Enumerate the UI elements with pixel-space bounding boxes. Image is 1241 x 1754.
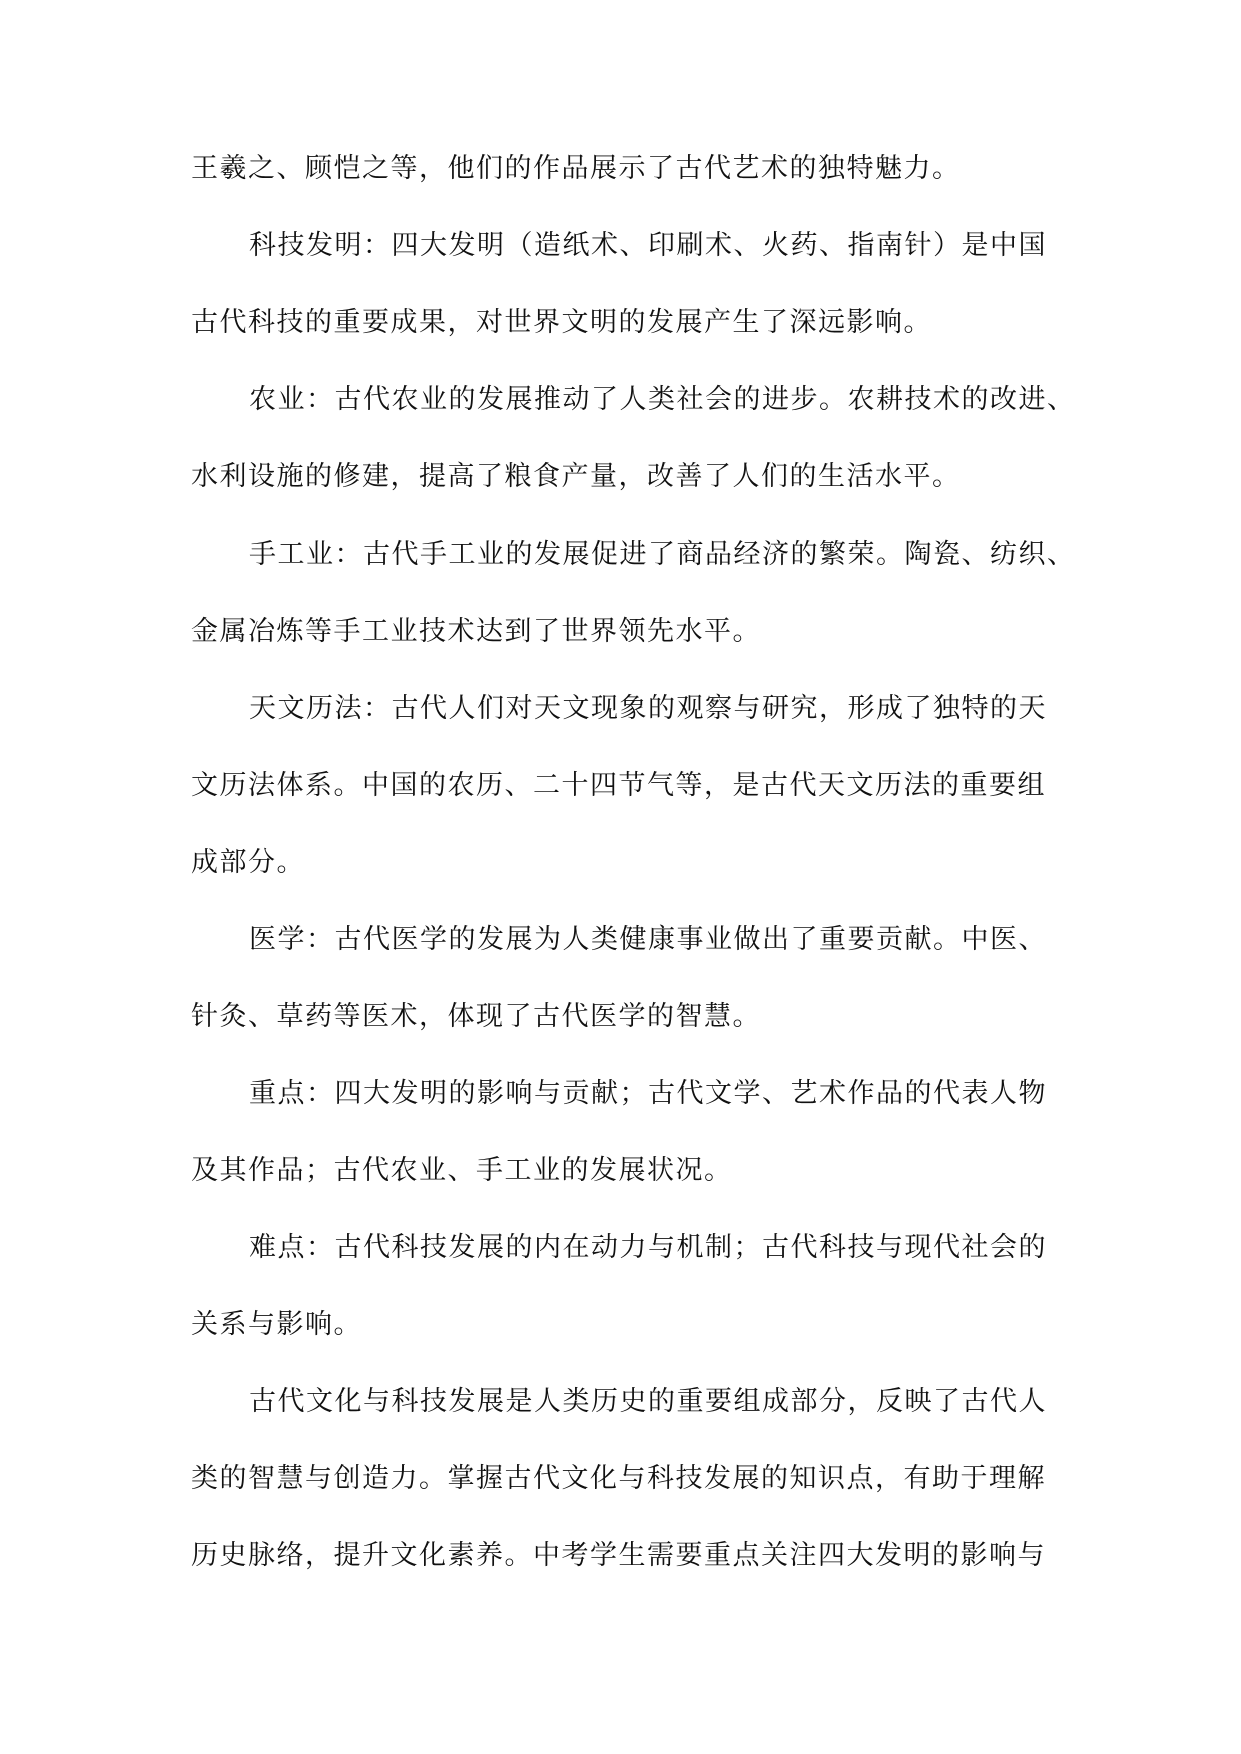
text-line: 文历法体系。中国的农历、二十四节气等，是古代天文历法的重要组 <box>191 770 1046 801</box>
text-line: 历史脉络，提升文化素养。中考学生需要重点关注四大发明的影响与 <box>191 1540 1046 1571</box>
text-line: 医学：古代医学的发展为人类健康事业做出了重要贡献。中医、 <box>249 924 1047 955</box>
text-line: 金属冶炼等手工业技术达到了世界领先水平。 <box>191 616 761 647</box>
text-line: 王羲之、顾恺之等，他们的作品展示了古代艺术的独特魅力。 <box>191 153 961 184</box>
text-line: 古代科技的重要成果，对世界文明的发展产生了深远影响。 <box>191 307 932 338</box>
text-line: 科技发明：四大发明（造纸术、印刷术、火药、指南针）是中国 <box>249 230 1047 261</box>
text-line: 水利设施的修建，提高了粮食产量，改善了人们的生活水平。 <box>191 461 961 492</box>
text-line: 农业：古代农业的发展推动了人类社会的进步。农耕技术的改进、 <box>249 384 1076 415</box>
text-line: 重点：四大发明的影响与贡献；古代文学、艺术作品的代表人物 <box>249 1078 1047 1109</box>
text-line: 类的智慧与创造力。掌握古代文化与科技发展的知识点，有助于理解 <box>191 1463 1046 1494</box>
text-line: 天文历法：古代人们对天文现象的观察与研究，形成了独特的天 <box>249 693 1047 724</box>
text-line: 手工业：古代手工业的发展促进了商品经济的繁荣。陶瓷、纺织、 <box>249 539 1076 570</box>
text-line: 及其作品；古代农业、手工业的发展状况。 <box>191 1155 733 1186</box>
text-line: 古代文化与科技发展是人类历史的重要组成部分，反映了古代人 <box>249 1386 1047 1417</box>
text-line: 成部分。 <box>191 847 305 878</box>
text-line: 关系与影响。 <box>191 1309 362 1340</box>
text-line: 难点：古代科技发展的内在动力与机制；古代科技与现代社会的 <box>249 1232 1047 1263</box>
text-line: 针灸、草药等医术，体现了古代医学的智慧。 <box>191 1001 761 1032</box>
